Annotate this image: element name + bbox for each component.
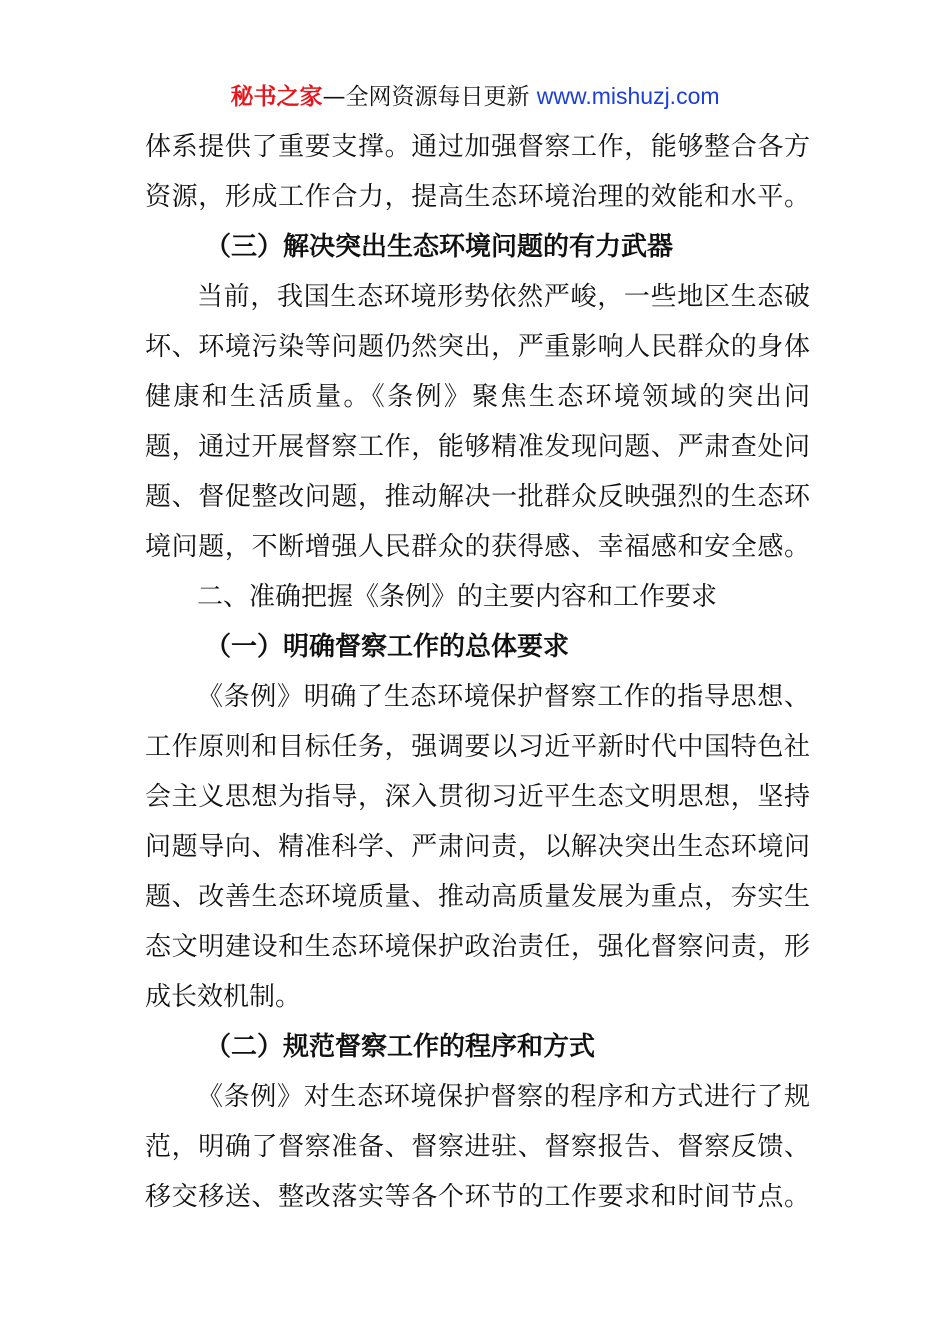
paragraph-line: 成长效机制。 [145,982,302,1012]
section-heading: （二）规范督察工作的程序和方式 [205,1032,596,1062]
site-header [0,80,950,113]
paragraph-line: 问题导向、精准科学、严肃问责，以解决突出生态环境问 [145,832,810,862]
document-body [145,122,810,1222]
paragraph-line: 体系提供了重要支撑。通过加强督察工作，能够整合各方 [145,132,810,162]
paragraph-line: 范，明确了督察准备、督察进驻、督察报告、督察反馈、 [145,1132,810,1162]
paragraph-line: 境问题，不断增强人民群众的获得感、幸福感和安全感。 [145,532,810,562]
paragraph-line: 坏、环境污染等问题仍然突出，严重影响人民群众的身体 [145,332,810,362]
paragraph-line: 资源，形成工作合力，提高生态环境治理的效能和水平。 [145,182,810,212]
paragraph-line: 当前，我国生态环境形势依然严峻，一些地区生态破 [197,282,810,312]
paragraph-line: 移交移送、整改落实等各个环节的工作要求和时间节点。 [145,1182,810,1212]
paragraph-line: 《条例》对生态环境保护督察的程序和方式进行了规 [197,1082,810,1112]
paragraph-line: 会主义思想为指导，深入贯彻习近平生态文明思想，坚持 [145,782,810,812]
chapter-heading: 二、准确把握《条例》的主要内容和工作要求 [197,582,718,612]
site-brand: 秘书之家 [230,84,323,110]
paragraph-line: 《条例》明确了生态环境保护督察工作的指导思想、 [197,682,810,712]
paragraph-line: 题、督促整改问题，推动解决一批群众反映强烈的生态环 [145,482,810,512]
paragraph-line: 题，通过开展督察工作，能够精准发现问题、严肃查处问 [145,432,810,462]
paragraph-line: 态文明建设和生态环境保护政治责任，强化督察问责，形 [145,932,810,962]
paragraph-line: 题、改善生态环境质量、推动高质量发展为重点，夯实生 [145,882,810,912]
paragraph-line: 工作原则和目标任务，强调要以习近平新时代中国特色社 [145,732,810,762]
section-heading: （三）解决突出生态环境问题的有力武器 [205,232,674,262]
paragraph-line: 健康和生活质量。《条例》聚焦生态环境领域的突出问 [145,382,810,412]
site-url-link[interactable]: www.mishuzj.com [536,83,720,109]
section-heading: （一）明确督察工作的总体要求 [205,632,570,662]
site-tagline: —全网资源每日更新 [322,84,537,110]
